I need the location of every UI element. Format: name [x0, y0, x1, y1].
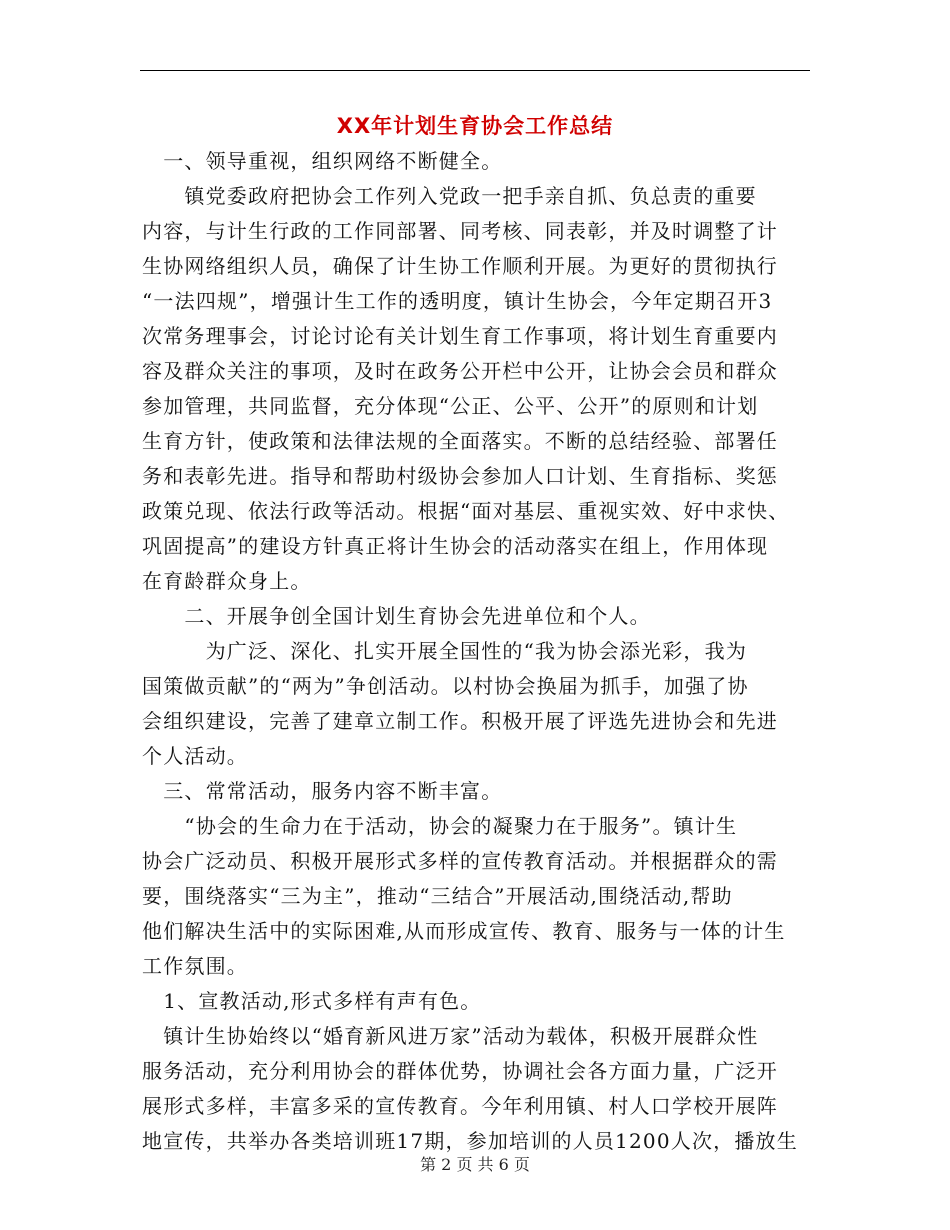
text-line: 次常务理事会，讨论讨论有关计划生育工作事项，将计划生育重要内 — [142, 324, 778, 348]
text-line: 生育方针，使政策和法律法规的全面落实。不断的总结经验、部署任 — [142, 429, 778, 453]
text-line: 协会广泛动员、积极开展形式多样的宣传教育活动。并根据群众的需 — [142, 849, 778, 873]
text-line: 工作氛围。 — [142, 954, 248, 978]
text-line: 服务活动，充分利用协会的群体优势，协调社会各方面力量，广泛开 — [142, 1059, 778, 1083]
section-heading: 三、常常活动，服务内容不断丰富。 — [142, 779, 503, 803]
text-line: 会组织建设，完善了建章立制工作。积极开展了评选先进协会和先进 — [142, 709, 778, 733]
text-line: 生协网络组织人员，确保了计生协工作顺利开展。为更好的贯彻执行 — [142, 254, 778, 278]
text-line: 容及群众关注的事项，及时在政务公开栏中公开，让协会会员和群众 — [142, 359, 778, 383]
page-footer: 第 2 页 共 6 页 — [420, 1155, 530, 1174]
text-line: 镇计生协始终以“婚育新风进万家”活动为载体，积极开展群众性 — [142, 1024, 759, 1048]
text-line: 务和表彰先进。指导和帮助村级协会参加人口计划、生育指标、奖惩 — [142, 464, 778, 488]
text-line: 他们解决生活中的实际困难,从而形成宣传、教育、服务与一体的计生 — [142, 919, 786, 943]
text-line: 政策兑现、依法行政等活动。根据“面对基层、重视实效、好中求快、 — [142, 499, 790, 523]
text-line: 内容，与计生行政的工作同部署、同考核、同表彰，并及时调整了计 — [142, 219, 778, 243]
text-line: 要，围绕落实“三为主”，推动“三结合”开展活动,围绕活动,帮助 — [142, 884, 733, 908]
text-line: 在育龄群众身上。 — [142, 569, 312, 593]
text-line: 参加管理，共同监督，充分体现“公正、公平、公开”的原则和计划 — [142, 394, 759, 418]
text-line: 个人活动。 — [142, 744, 248, 768]
subsection-heading: 1、宣教活动,形式多样有声有色。 — [142, 989, 482, 1013]
text-line: 镇党委政府把协会工作列入党政一把手亲自抓、负总责的重要 — [142, 184, 757, 208]
text-line: 展形式多样，丰富多采的宣传教育。今年利用镇、村人口学校开展阵 — [142, 1094, 778, 1118]
document-title: XX年计划生育协会工作总结 — [336, 114, 614, 138]
text-line: 地宣传，共举办各类培训班17期，参加培训的人员1200人次，播放生 — [142, 1129, 798, 1153]
top-rule — [140, 70, 810, 71]
section-heading: 二、开展争创全国计划生育协会先进单位和个人。 — [142, 604, 651, 628]
text-line: 一、领导重视，组织网络不断健全。 — [142, 149, 503, 173]
text-line: “一法四规”，增强计生工作的透明度，镇计生协会，今年定期召开3 — [142, 289, 773, 313]
text-line: 为广泛、深化、扎实开展全国性的“我为协会添光彩，我为 — [142, 639, 748, 663]
text-line: 巩固提高”的建设方针真正将计生协会的活动落实在组上，作用体现 — [142, 534, 769, 558]
text-line: “协会的生命力在于活动，协会的凝聚力在于服务”。镇计生 — [142, 814, 738, 838]
text-line: 国策做贡献”的“两为”争创活动。以村协会换届为抓手，加强了协 — [142, 674, 749, 698]
